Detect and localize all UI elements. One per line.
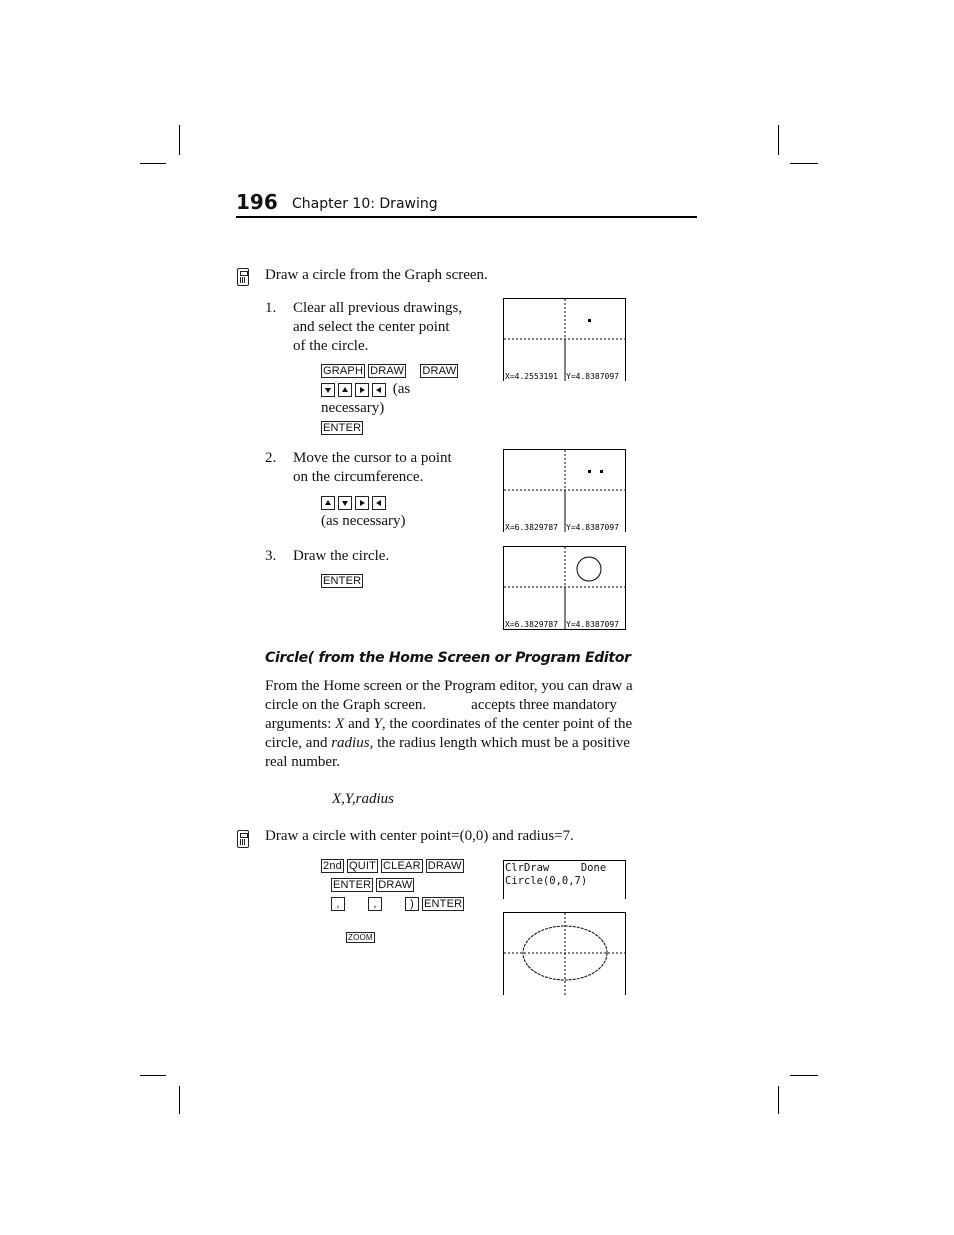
step3-text: Draw the circle. xyxy=(293,548,390,564)
step1-line: and select the center point xyxy=(293,319,450,335)
page-number: 196 xyxy=(236,190,278,214)
crop-mark xyxy=(140,1075,166,1076)
section-heading: Circle( from the Home Screen or Program Editor xyxy=(265,650,631,666)
graph-key: GRAPH xyxy=(323,364,364,377)
zoom-key-wrap xyxy=(346,928,378,946)
example2-keys xyxy=(321,857,467,914)
calculator-icon xyxy=(237,268,249,286)
down-arrow-icon xyxy=(321,383,335,397)
draw-key: DRAW xyxy=(378,879,413,892)
draw-key: DRAW xyxy=(422,364,457,377)
graph-screen-3-drawing xyxy=(504,547,625,629)
radius-rest: , the radius length which must be a positive xyxy=(369,735,630,751)
home-line: ClrDraw Done xyxy=(505,862,607,874)
graph-screen-2 xyxy=(503,449,626,532)
arg-x: X xyxy=(335,716,345,732)
up-arrow-icon xyxy=(321,496,335,510)
clear-key: CLEAR xyxy=(383,860,421,873)
home-line: Circle(0,0,7) xyxy=(505,875,588,887)
para-line: circle, and xyxy=(265,735,332,751)
comma-key: , xyxy=(368,897,382,911)
calculator-icon xyxy=(237,830,249,848)
chapter-title: Chapter 10: Drawing xyxy=(292,196,438,212)
draw-key: DRAW xyxy=(427,860,462,873)
step2-text xyxy=(293,449,452,487)
y-readout: Y=4.8387097 xyxy=(566,620,619,629)
para-line: arguments: xyxy=(265,716,336,732)
para-line: real number. xyxy=(265,754,340,770)
radius-word: radius xyxy=(331,735,370,751)
enter-key: ENTER xyxy=(333,879,372,892)
crop-mark xyxy=(179,1086,180,1114)
syntax-line: X,Y,radius xyxy=(332,791,394,807)
step2-keys xyxy=(321,493,406,531)
graph-screen-3 xyxy=(503,546,626,630)
close-paren-key: ) xyxy=(405,897,419,911)
left-arrow-icon xyxy=(372,496,386,510)
para-line-args xyxy=(265,715,695,734)
second-key: 2nd xyxy=(323,860,342,873)
step1-number: 1. xyxy=(265,300,277,316)
graph-screen-4-drawing xyxy=(504,913,625,995)
graph-screen-1 xyxy=(503,298,626,381)
crop-mark xyxy=(778,125,779,155)
x-readout: X=4.2553191 xyxy=(505,372,558,381)
graph-screen-4 xyxy=(503,912,626,995)
necessary-text: necessary) xyxy=(321,400,385,416)
and-text: and xyxy=(344,716,374,732)
example1-intro: Draw a circle from the Graph screen. xyxy=(265,267,488,283)
quit-key: QUIT xyxy=(348,860,377,873)
crop-mark xyxy=(790,163,818,164)
step2-number: 2. xyxy=(265,450,277,466)
args-rest: , the coordinates of the center point of the xyxy=(381,716,633,732)
para-line: circle on the Graph screen. accepts three mandatory xyxy=(265,697,617,713)
as-text: (as xyxy=(392,381,411,397)
zoom-key: ZOOM xyxy=(348,932,373,942)
step2-line: Move the cursor to a point xyxy=(293,450,452,466)
header-rule xyxy=(236,216,697,218)
enter-key: ENTER xyxy=(323,574,362,587)
right-arrow-icon xyxy=(355,496,369,510)
x-readout: X=6.3829787 xyxy=(505,620,558,629)
crop-mark xyxy=(140,163,166,164)
arg-y: Y xyxy=(373,716,382,732)
draw-key: DRAW xyxy=(370,364,405,377)
graph-screen-2-drawing xyxy=(504,450,625,532)
crop-mark xyxy=(179,125,180,155)
step1-keys xyxy=(321,361,461,437)
step3-keys xyxy=(321,571,366,590)
crop-mark xyxy=(790,1075,818,1076)
enter-key: ENTER xyxy=(323,421,362,434)
step1-line: Clear all previous drawings, xyxy=(293,300,463,316)
step2-line: on the circumference. xyxy=(293,469,424,485)
example2-intro: Draw a circle with center point=(0,0) and radius=7. xyxy=(265,828,574,844)
crop-mark xyxy=(778,1086,779,1114)
as-necessary-text: (as necessary) xyxy=(321,513,406,529)
comma-key: , xyxy=(331,897,345,911)
step1-line: of the circle. xyxy=(293,338,369,354)
step1-text xyxy=(293,299,462,356)
up-arrow-icon xyxy=(338,383,352,397)
x-readout: X=6.3829787 xyxy=(505,523,558,532)
graph-screen-1-drawing xyxy=(504,299,625,381)
y-readout: Y=4.8387097 xyxy=(566,523,619,532)
para-line-radius xyxy=(265,734,695,753)
enter-key: ENTER xyxy=(424,898,463,911)
step3-number: 3. xyxy=(265,548,277,564)
left-arrow-icon xyxy=(372,383,386,397)
y-readout: Y=4.8387097 xyxy=(566,372,619,381)
down-arrow-icon xyxy=(338,496,352,510)
right-arrow-icon xyxy=(355,383,369,397)
section-paragraph xyxy=(265,677,695,772)
para-line: From the Home screen or the Program editor, you can draw a xyxy=(265,678,633,694)
home-screen xyxy=(503,860,626,899)
